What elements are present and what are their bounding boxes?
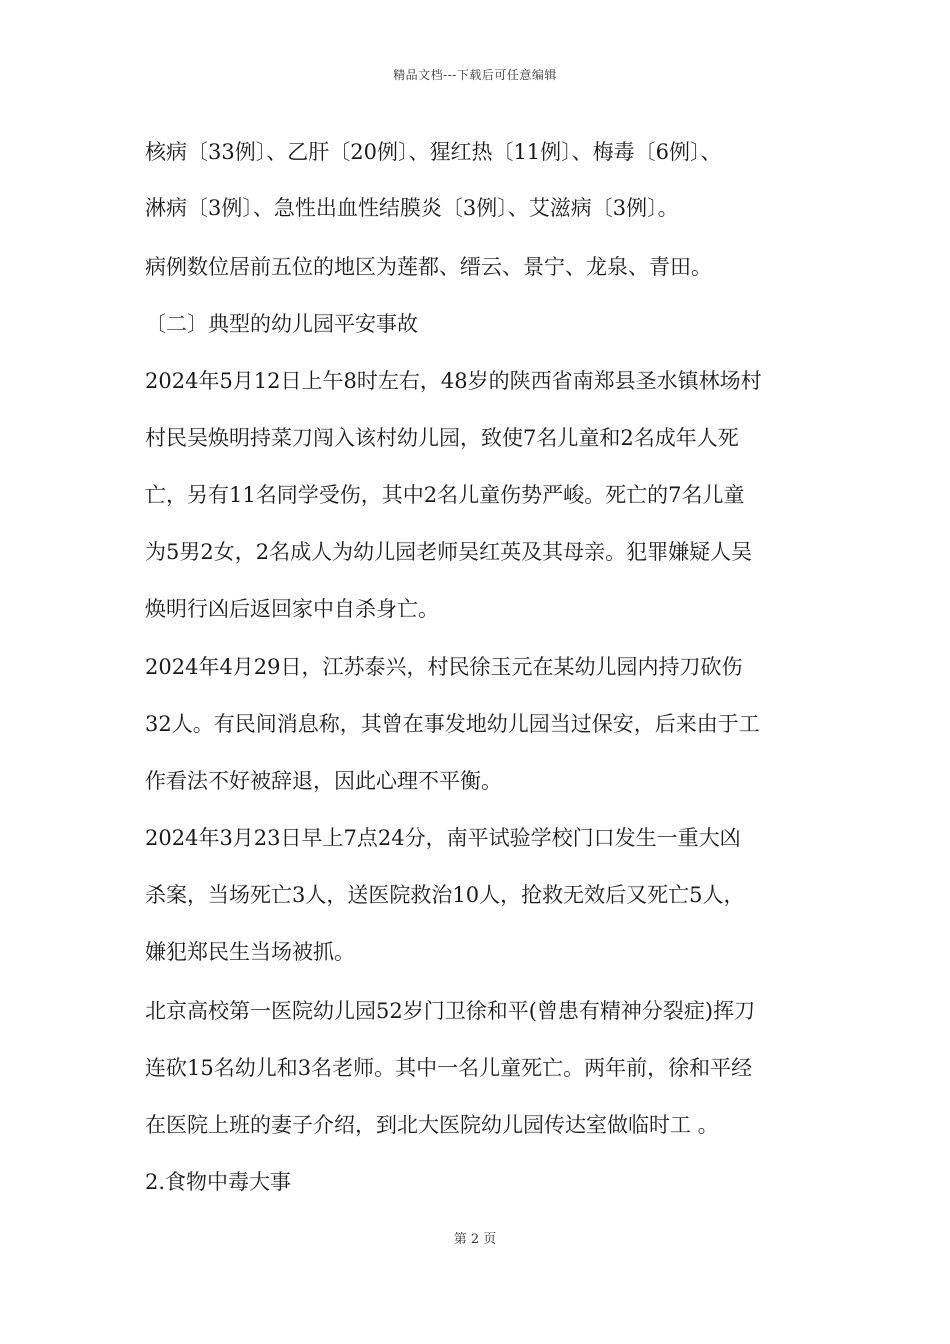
paragraph-line: 作看法不好被辞退，因此心理不平衡。 bbox=[145, 769, 502, 793]
paragraph-line: 2024年3月23日早上7点24分，南平试验学校门口发生一重大凶 bbox=[145, 826, 741, 850]
paragraph-line: 为5男2女，2名成人为幼儿园老师吴红英及其母亲。犯罪嫌疑人吴 bbox=[145, 540, 753, 564]
section-heading: 2.食物中毒大事 bbox=[145, 1170, 292, 1194]
paragraph-line: 核病〔33例〕、乙肝〔20例〕、猩红热〔11例〕、梅毒〔6例〕、 bbox=[145, 140, 722, 164]
paragraph-line: 北京高校第一医院幼儿园52岁门卫徐和平(曾患有精神分裂症)挥刀 bbox=[145, 999, 756, 1023]
paragraph-line: 2024年5月12日上午8时左右，48岁的陕西省南郑县圣水镇林场村 bbox=[145, 369, 762, 393]
paragraph-line: 32人。有民间消息称，其曾在事发地幼儿园当过保安，后来由于工 bbox=[145, 712, 760, 736]
paragraph-line: 病例数位居前五位的地区为莲都、缙云、景宁、龙泉、青田。 bbox=[145, 255, 712, 279]
paragraph-line: 在医院上班的妻子介绍，到北大医院幼儿园传达室做临时工 。 bbox=[145, 1113, 719, 1137]
paragraph-line: 焕明行凶后返回家中自杀身亡。 bbox=[145, 597, 439, 621]
paragraph-line: 嫌犯郑民生当场被抓。 bbox=[145, 940, 355, 964]
page-number: 第 2 页 bbox=[453, 1232, 497, 1247]
paragraph-line: 2024年4月29日，江苏泰兴，村民徐玉元在某幼儿园内持刀砍伤 bbox=[145, 655, 743, 679]
paragraph-line: 亡，另有11名同学受伤，其中2名儿童伤势严峻。死亡的7名儿童 bbox=[145, 483, 745, 507]
section-heading: 〔二〕典型的幼儿园平安事故 bbox=[145, 312, 418, 336]
paragraph-line: 连砍15名幼儿和3名老师。其中一名儿童死亡。两年前，徐和平经 bbox=[145, 1056, 753, 1080]
paragraph-line: 杀案，当场死亡3人，送医院救治10人，抢救无效后又死亡5人， bbox=[145, 883, 745, 907]
paragraph-line: 淋病〔3例〕、急性出血性结膜炎〔3例〕、艾滋病〔3例〕。 bbox=[145, 196, 679, 220]
page-header: 精品文档---下载后可任意编辑 bbox=[393, 68, 557, 82]
paragraph-line: 村民吴焕明持菜刀闯入该村幼儿园，致使7名儿童和2名成年人死 bbox=[145, 426, 739, 450]
